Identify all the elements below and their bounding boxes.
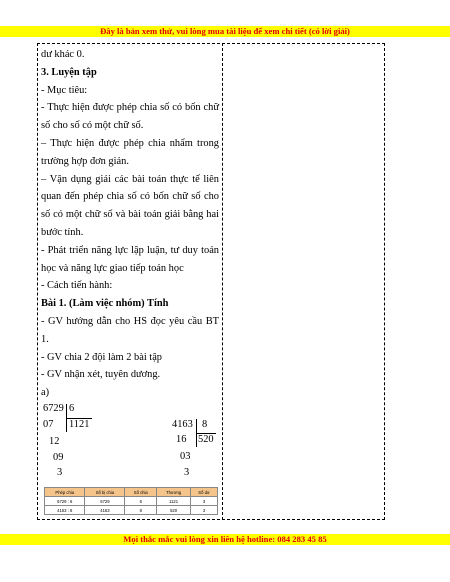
top-banner bbox=[0, 26, 450, 37]
summary-table bbox=[44, 487, 218, 515]
column-divider bbox=[222, 43, 223, 520]
final-remainder: 3 bbox=[57, 467, 63, 478]
table-cell: 6729 bbox=[85, 497, 125, 506]
table-cell: 3 bbox=[191, 506, 218, 515]
part-a-label: a) bbox=[41, 387, 50, 399]
section-heading: 3. Luyện tập bbox=[41, 66, 97, 78]
table-header: Số chia bbox=[125, 488, 157, 497]
table-cell: 6729 : 6 bbox=[45, 497, 85, 506]
objective-3: – Vận dụng giải các bài toán thực tế liên quan đến phép chia số có bốn chữ số cho số có một chữ số và bài toán giải bằng hai bước tính. bbox=[41, 173, 219, 238]
exercise-title: Bài 1. (Làm việc nhóm) Tính bbox=[41, 298, 169, 310]
objective-1: - Thực hiện được phép chia số có bốn chữ số cho số có một chữ số. bbox=[41, 102, 219, 132]
step-remainder: 09 bbox=[53, 452, 64, 463]
quotient: 1121 bbox=[69, 419, 90, 430]
table-header: Phép chia bbox=[45, 488, 85, 497]
step-remainder: 12 bbox=[49, 436, 60, 447]
table-cell: 8 bbox=[125, 506, 157, 515]
bottom-banner bbox=[0, 534, 450, 545]
step-1: - GV hướng dẫn cho HS đọc yêu cầu BT 1. bbox=[41, 315, 219, 345]
table-header: Số dư bbox=[191, 488, 218, 497]
division-bar bbox=[196, 433, 216, 434]
final-remainder: 3 bbox=[184, 467, 190, 478]
dividend: 4163 bbox=[172, 419, 193, 430]
table-cell: 3 bbox=[191, 497, 218, 506]
objectives-label: - Mục tiêu: bbox=[41, 84, 88, 96]
table-header-row bbox=[45, 488, 218, 497]
step-remainder: 03 bbox=[180, 451, 191, 462]
division-bar bbox=[66, 418, 92, 419]
dividend: 6729 bbox=[43, 403, 64, 414]
procedure-label: - Cách tiến hành: bbox=[41, 280, 113, 292]
objective-2: – Thực hiện được phép chia nhẩm trong trường hợp đơn giản. bbox=[41, 137, 219, 167]
step-remainder: 07 bbox=[43, 419, 54, 430]
table-cell: 520 bbox=[157, 506, 191, 515]
table-header: Số bị chia bbox=[85, 488, 125, 497]
table-cell: 6 bbox=[125, 497, 157, 506]
table-cell: 4163 : 8 bbox=[45, 506, 85, 515]
table-header: Thương bbox=[157, 488, 191, 497]
lesson-content bbox=[41, 46, 219, 402]
remainder-note: dư khác 0. bbox=[41, 49, 85, 60]
objective-4: - Phát triển năng lực lập luận, tư duy toán học và năng lực giao tiếp toán học bbox=[41, 244, 219, 274]
step-3: - GV nhận xét, tuyên dương. bbox=[41, 369, 161, 381]
table-row bbox=[45, 497, 218, 506]
divisor: 8 bbox=[202, 419, 208, 430]
table-cell: 1121 bbox=[157, 497, 191, 506]
table-cell: 4163 bbox=[85, 506, 125, 515]
divisor: 6 bbox=[69, 403, 75, 414]
table-row bbox=[45, 506, 218, 515]
top-banner-text: Đây là bản xem thử, vui lòng mua tài liệu để xem chi tiết (có lời giải) bbox=[100, 26, 350, 36]
step-remainder: 16 bbox=[176, 434, 187, 445]
quotient: 520 bbox=[198, 434, 214, 445]
step-2: - GV chia 2 đội làm 2 bài tập bbox=[41, 351, 163, 363]
bottom-banner-text: Mọi thắc mắc vui lòng xin liên hệ hotline: 084 283 45 85 bbox=[123, 534, 327, 544]
